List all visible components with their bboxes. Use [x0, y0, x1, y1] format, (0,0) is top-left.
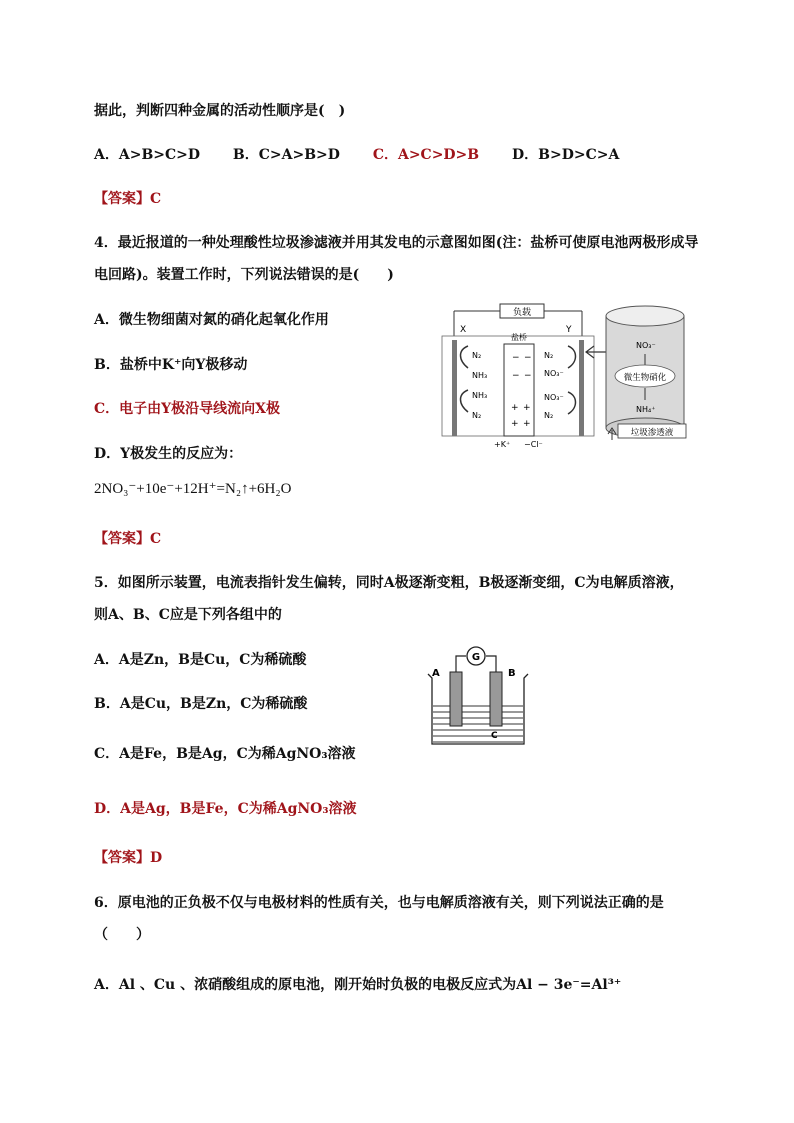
electrode-b-label: B	[508, 668, 516, 679]
plus-sign: +	[523, 403, 531, 413]
no3-label: NO₃⁻	[544, 369, 564, 378]
electrode-a	[450, 672, 462, 726]
curved-arrow	[568, 392, 576, 414]
n2-label: N₂	[472, 411, 482, 420]
curved-arrow	[461, 346, 469, 368]
tank-top	[606, 306, 684, 326]
q4-stem-line2: 电回路)。装置工作时，下列说法错误的是( )	[94, 267, 394, 283]
answer-value: D	[150, 850, 163, 866]
q4-answer	[94, 529, 161, 549]
q3-option-a: A．A>B>C>D	[94, 147, 201, 163]
q5-option-a: A．A是Zn，B是Cu，C为稀硫酸	[94, 652, 307, 668]
electrode-b	[490, 672, 502, 726]
plus-sign: +	[523, 419, 531, 429]
load-label: 负载	[512, 308, 532, 318]
wire-b	[486, 656, 496, 674]
q3-option-d: D．B>D>C>A	[512, 147, 620, 163]
electrode-y	[579, 340, 584, 436]
answer-label: 【答案】	[94, 850, 150, 866]
plus-sign: +	[511, 419, 519, 429]
answer-value: C	[150, 191, 162, 207]
minus-sign: −	[524, 371, 532, 381]
n2-label: N₂	[472, 351, 482, 360]
q5-option-c: C．A是Fe，B是Ag，C为稀AgNO₃溶液	[94, 746, 356, 762]
q5-option-b: B．A是Cu，B是Zn，C为稀硫酸	[94, 696, 308, 712]
no3-label: NO₃⁻	[544, 393, 564, 402]
minus-sign: −	[512, 353, 520, 363]
nh3-label: NH₃	[472, 371, 488, 380]
q5-cell-diagram	[424, 644, 532, 748]
y-label: Y	[566, 325, 572, 335]
q4-option-d: D．Y极发生的反应为：	[94, 446, 243, 462]
nh3-label: NH₃	[472, 391, 488, 400]
tank-nh4-label: NH₄⁺	[636, 405, 656, 414]
solution-lines	[433, 706, 523, 742]
q4-formula: 2NO₃⁻+10e⁻+12H⁺=N₂↑+6H₂O	[94, 481, 292, 497]
electrode-x	[452, 340, 457, 436]
galvanometer-label: G	[471, 652, 481, 663]
cl-ion-label: −Cl⁻	[524, 440, 543, 449]
q6-stem-line1: 6．原电池的正负极不仅与电极材料的性质有关，也与电解质溶液有关，则下列说法正确的是	[94, 895, 664, 911]
minus-sign: −	[512, 371, 520, 381]
q3-stem: 据此，判断四种金属的活动性顺序是( )	[94, 103, 346, 119]
q3-option-c: C．A>C>D>B	[372, 147, 480, 163]
q3-answer	[94, 189, 161, 209]
q4-option-c: C．电子由Y极沿导线流向X极	[94, 401, 280, 417]
answer-label: 【答案】	[94, 531, 150, 547]
n2-label: N₂	[544, 411, 554, 420]
k-ion-label: +K⁺	[494, 440, 511, 449]
salt-bridge-label: 盐桥	[511, 333, 527, 342]
x-label: X	[460, 325, 467, 335]
q3-options	[94, 145, 619, 165]
arrow-icon	[586, 346, 606, 358]
minus-sign: −	[524, 353, 532, 363]
curved-arrow	[461, 390, 469, 412]
answer-label: 【答案】	[94, 191, 150, 207]
q6-stem-line2: （ ）	[94, 927, 150, 943]
q5-stem-line1: 5．如图所示装置，电流表指针发生偏转，同时A极逐渐变粗，B极逐渐变细，C为电解质溶液，	[94, 575, 684, 591]
microbe-label: 微生物硝化	[623, 373, 667, 383]
q3-option-b: B．C>A>B>D	[232, 147, 340, 163]
wire-a	[456, 656, 466, 674]
leachate-label: 垃圾渗透液	[630, 428, 674, 438]
solution-label: C	[491, 731, 498, 741]
q4-battery-diagram	[436, 300, 718, 450]
n2-label: N₂	[544, 351, 554, 360]
tank-no3-label: NO₃⁻	[636, 341, 656, 350]
beaker	[428, 674, 528, 744]
electrode-a-label: A	[432, 668, 440, 679]
answer-value: C	[150, 531, 162, 547]
plus-sign: +	[511, 403, 519, 413]
q4-stem-line1: 4．最近报道的一种处理酸性垃圾渗滤液并用其发电的示意图如图(注：盐桥可使原电池两极形成导	[94, 235, 699, 251]
q5-option-d: D．A是Ag，B是Fe，C为稀AgNO₃溶液	[94, 801, 357, 817]
q4-option-a: A．微生物细菌对氮的硝化起氧化作用	[94, 312, 329, 328]
q5-answer	[94, 848, 162, 868]
curved-arrow	[568, 346, 576, 368]
q6-option-a: A．Al 、Cu 、浓硝酸组成的原电池，刚开始时负极的电极反应式为Al − 3e⁻=Al³⁺	[94, 977, 622, 993]
q4-option-b: B．盐桥中K⁺向Y极移动	[94, 357, 248, 373]
q5-stem-line2: 则A、B、C应是下列各组中的	[94, 607, 282, 623]
